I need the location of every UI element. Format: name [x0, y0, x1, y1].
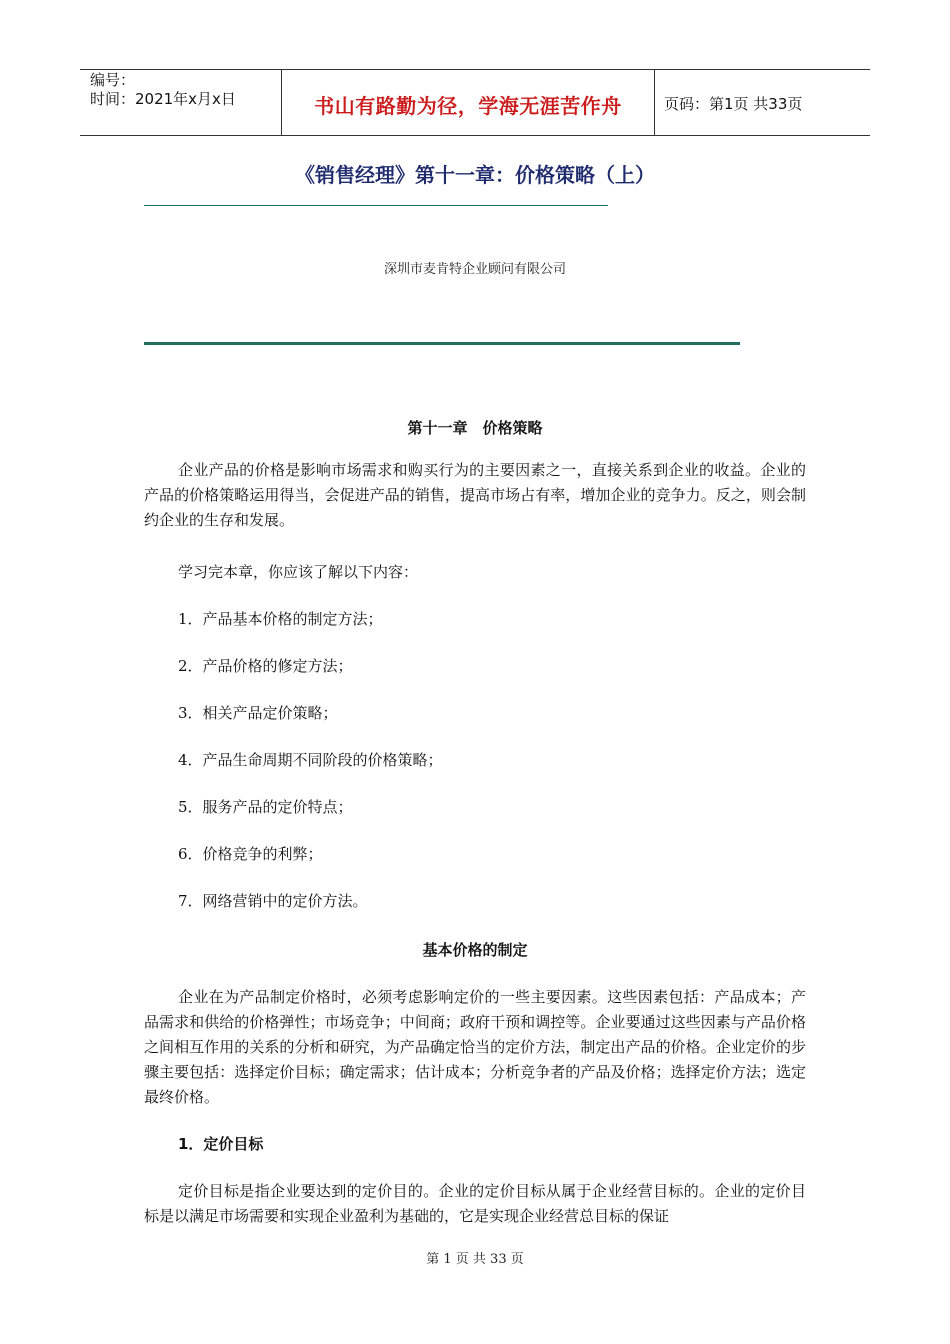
section-paragraph: 企业在为产品制定价格时，必须考虑影响定价的一些主要因素。这些因素包括：产品成本；产品需求和供给的价格弹性；市场竞争；中间商；政府干预和调控等。企业要通过这些因素与产品价格之间相互作用的关系的分析和研究，为产品确定恰当的定价方法，制定出产品的价格。企业定价的步骤主要包括：选择定价目标；确定需求；估计成本；分析竞争者的产品及价格；选择定价方法；选定最终价格。 [144, 988, 806, 1106]
header-top-border [80, 69, 870, 70]
learn-intro: 学习完本章，你应该了解以下内容： [178, 563, 419, 581]
document-title: 《销售经理》第十一章：价格策略（上） [295, 163, 655, 187]
learning-item: 3．相关产品定价策略； [178, 704, 338, 722]
subsection-heading: 1．定价目标 [178, 1135, 264, 1153]
header-motto: 书山有路勤为径，学海无涯苦作舟 [314, 94, 622, 118]
title-divider [144, 205, 608, 206]
learning-item: 6．价格竞争的利弊； [178, 845, 323, 863]
header-time-label: 时间：2021年x月x日 [90, 90, 236, 108]
section-heading: 基本价格的制定 [422, 941, 528, 959]
company-divider [144, 342, 740, 345]
header-meta [90, 71, 236, 109]
learning-item: 7．网络营销中的定价方法。 [178, 892, 368, 910]
learning-item: 5．服务产品的定价特点； [178, 798, 353, 816]
header-page-info: 页码：第1页 共33页 [664, 95, 803, 113]
header-bottom-border [80, 135, 870, 136]
header-number-label: 编号： [90, 71, 136, 89]
chapter-heading: 第十一章 价格策略 [407, 419, 543, 437]
learning-item: 2．产品价格的修定方法； [178, 657, 353, 675]
page-footer: 第 1 页 共 33 页 [426, 1252, 524, 1267]
learning-item: 1．产品基本价格的制定方法； [178, 610, 383, 628]
header-divider-right [654, 69, 655, 136]
intro-paragraph: 企业产品的价格是影响市场需求和购买行为的主要因素之一，直接关系到企业的收益。企业的产品的价格策略运用得当，会促进产品的销售，提高市场占有率，增加企业的竞争力。反之，则会制约企业的生存和发展。 [144, 461, 806, 529]
learning-item: 4．产品生命周期不同阶段的价格策略； [178, 751, 443, 769]
subsection-paragraph: 定价目标是指企业要达到的定价目的。企业的定价目标从属于企业经营目标的。企业的定价目标是以满足市场需要和实现企业盈利为基础的，它是实现企业经营总目标的保证 [144, 1182, 806, 1225]
company-name: 深圳市麦肯特企业顾问有限公司 [383, 262, 566, 277]
